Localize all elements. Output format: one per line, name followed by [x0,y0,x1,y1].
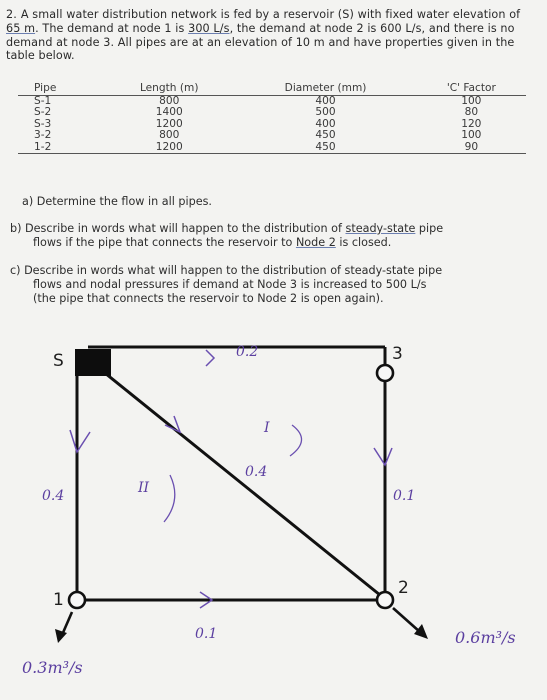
cell-c-factor: 90 [417,142,526,154]
annotation-diag-flow: 0.4 [245,464,268,480]
reservoir-block [75,349,111,376]
question-b-text-3: flows if the pipe that connects the reservoir to [33,236,296,249]
loop-arc-left-icon [164,475,175,522]
table-header-row [18,83,526,95]
question-b-line2 [10,236,530,250]
annotation-demand1: 0.3m³/s [22,658,83,677]
annotation-loop1: I [264,420,270,436]
cell-diameter: 500 [315,106,336,118]
header-diameter: Diameter (mm) [234,83,416,95]
problem-number: 2. [6,8,17,21]
annotation-left-flow: 0.4 [42,488,65,504]
cell-pipe: S-1 [34,94,52,107]
question-b-steady-state: steady-state [345,222,416,235]
cell-length: 800 [159,94,180,107]
annotation-loop2: II [138,480,150,496]
cell-pipe: S-2 [34,106,52,118]
node1-demand: 300 L/s [188,21,230,35]
cell-pipe: S-3 [34,117,52,130]
annotation-bottom-flow: 0.1 [195,626,218,642]
cell-length: 1200 [104,142,234,154]
cell-length: 800 [159,129,180,141]
question-b-text-2: pipe [415,222,444,235]
node-label-s: S [53,351,64,371]
node-2-circle [377,592,393,608]
header-length: Length (m) [104,83,234,95]
question-b-text-4: is closed. [335,236,392,249]
table-row [18,107,526,119]
table-row [18,119,526,131]
problem-text-2: . The demand at node 1 is [35,21,189,35]
question-b-node2: Node 2 [295,236,336,249]
cell-pipe: 3-2 [34,129,52,141]
node-label-1: 1 [53,590,64,610]
cell-diameter: 450 [234,142,416,154]
table-row [18,142,526,154]
loop-arc-right-icon [290,425,302,456]
question-b [10,222,530,250]
cell-diameter: 400 [315,94,336,107]
problem-text-3: , the demand at node 2 is 600 L/s, and there is no demand at node 3. All pipes are at an elevation of 10 m and have properties given in the table below. [6,21,515,63]
node-label-3: 3 [392,344,403,364]
node-1-circle [69,592,85,608]
cell-c-factor: 120 [461,117,482,130]
header-pipe: Pipe [18,83,104,95]
question-b-text-1: b) Describe in words what will happen to the distribution of [10,222,346,235]
annotation-right-flow: 0.1 [393,488,416,504]
cell-c-factor: 100 [461,129,482,141]
question-a: a) Determine the flow in all pipes. [22,195,212,208]
header-c-factor: 'C' Factor [417,83,526,95]
cell-length: 1200 [155,117,183,130]
question-c [10,264,530,306]
cell-diameter: 400 [315,117,336,130]
node-label-2: 2 [398,578,409,598]
annotation-demand2: 0.6m³/s [455,628,516,647]
flow-arrow-32-icon [374,448,392,465]
cell-pipe: 1-2 [18,142,104,154]
question-c-line2: flows and nodal pressures if demand at Node 3 is increased to 500 L/s [33,278,427,291]
problem-text-1: A small water distribution network is fed by a reservoir (S) with fixed water elevation of [20,8,521,21]
question-c-line3: (the pipe that connects the reservoir to Node 2 is open again). [33,292,384,305]
flow-arrow-s3-icon [206,350,214,366]
question-c-line1: c) Describe in words what will happen to the distribution of steady-state pipe [10,264,443,277]
flow-arrow-s1-icon [70,430,90,452]
cell-c-factor: 80 [464,106,479,118]
table-row [18,95,526,107]
problem-statement [6,8,534,63]
reservoir-elevation: 65 m [6,21,36,35]
node-3-circle [377,365,393,381]
cell-length: 1400 [155,106,183,118]
demand-arrow-node1 [55,612,72,643]
demand-arrow-node2 [393,608,428,639]
cell-c-factor: 100 [461,94,482,107]
pipe-properties-table [18,83,526,154]
cell-diameter: 450 [315,129,336,141]
table-row [18,130,526,142]
annotation-top-flow: 0.2 [236,344,259,360]
